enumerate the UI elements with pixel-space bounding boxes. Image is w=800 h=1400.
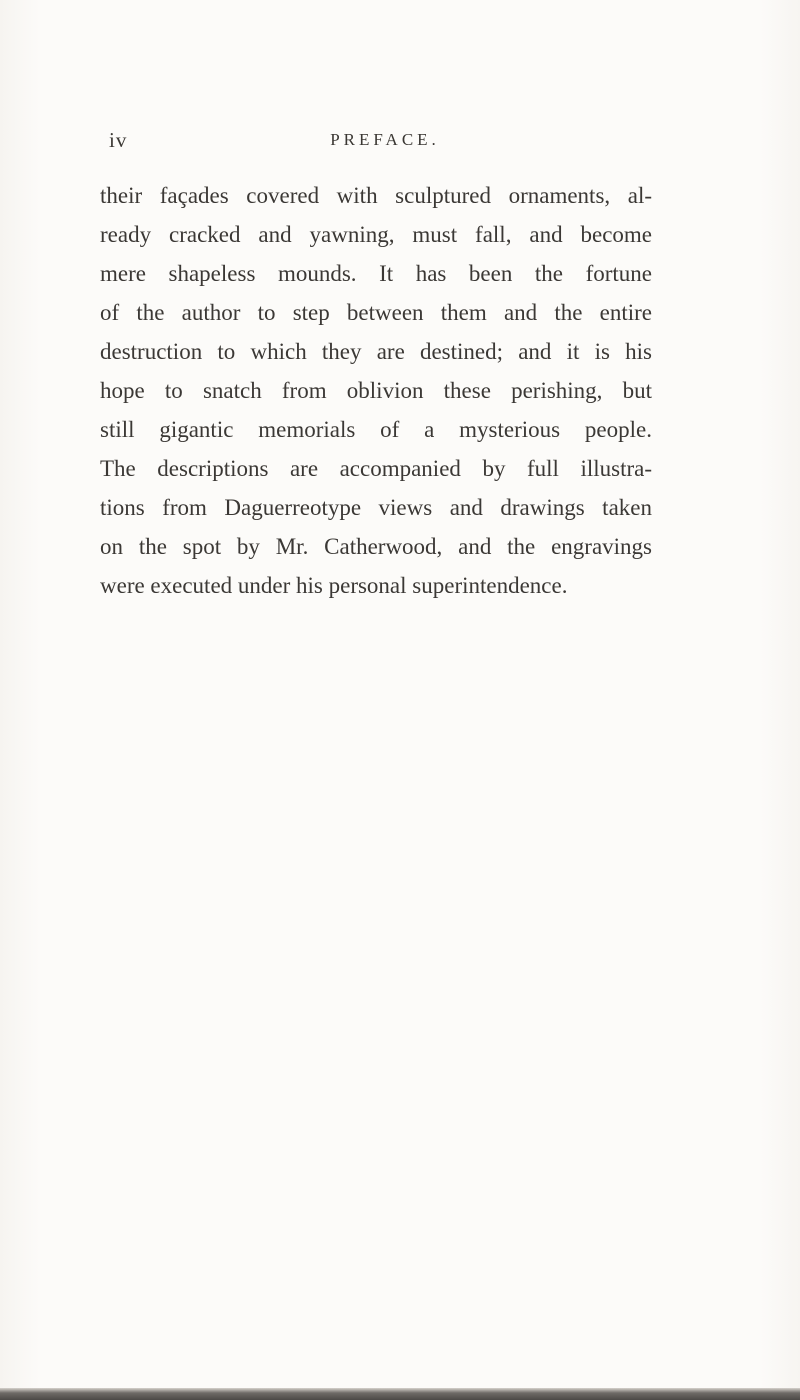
text-line: still gigantic memorials of a mysterious people.	[100, 417, 652, 442]
text-line: ready cracked and yawning, must fall, and become	[100, 222, 652, 247]
text-line: hope to snatch from oblivion these perishing, but	[100, 378, 652, 403]
text-line: their façades covered with sculptured ornaments, al-	[100, 183, 652, 208]
page-number: iv	[109, 128, 128, 152]
page-bottom-edge	[0, 1388, 800, 1400]
text-line: tions from Daguerreotype views and drawings taken	[100, 495, 652, 520]
body-text	[100, 176, 652, 605]
running-head	[100, 122, 700, 162]
text-line: The descriptions are accompanied by full illustra-	[100, 456, 652, 481]
text-line: on the spot by Mr. Catherwood, and the engravings	[100, 534, 652, 559]
running-title: PREFACE.	[330, 130, 440, 149]
text-line: were executed under his personal superintendence.	[100, 573, 568, 598]
text-line: mere shapeless mounds. It has been the fortune	[100, 261, 652, 286]
text-line: destruction to which they are destined; and it is his	[100, 339, 652, 364]
text-line: of the author to step between them and the entire	[100, 300, 652, 325]
